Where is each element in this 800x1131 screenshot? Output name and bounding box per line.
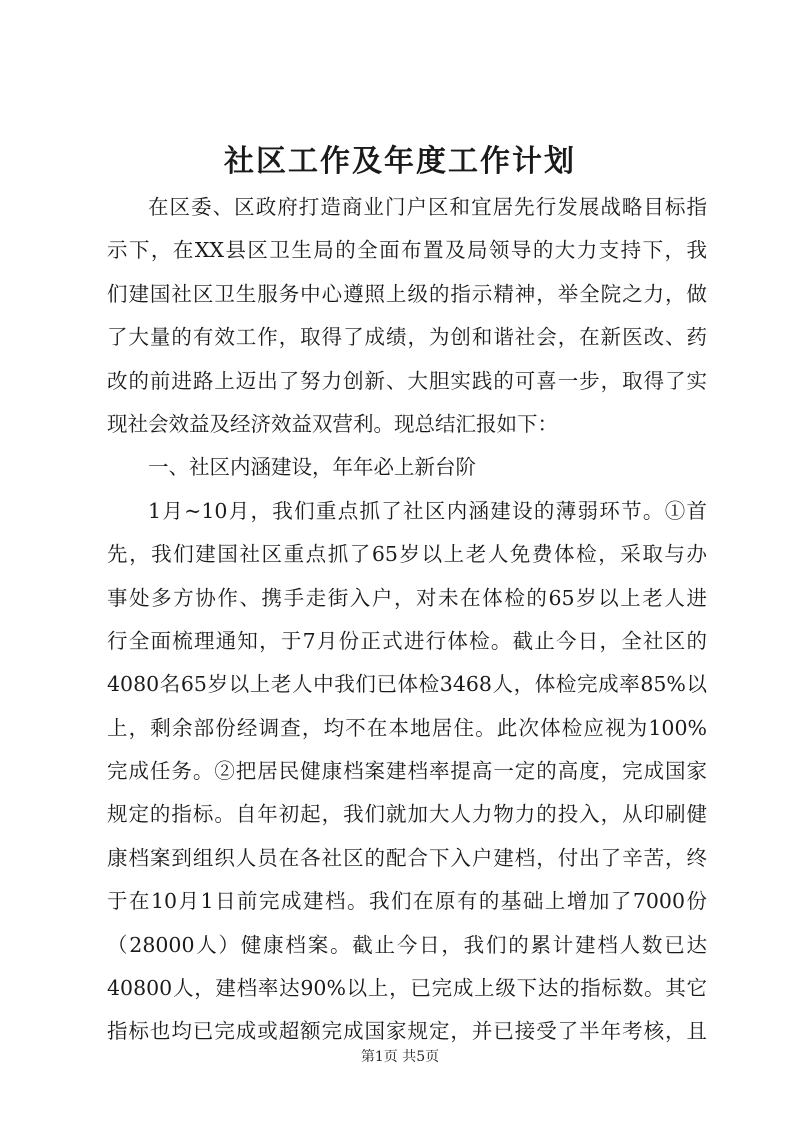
paragraph-line: 40800人，建档率达90%以上，已完成上级下达的指标数。其它	[107, 976, 707, 1001]
paragraph-line: 于在10月1日前完成建档。我们在原有的基础上增加了7000份	[107, 889, 707, 914]
paragraph-line: 康档案到组织人员在各社区的配合下入户建档，付出了辛苦，终	[107, 845, 707, 870]
paragraph-line: 1月~10月，我们重点抓了社区内涵建设的薄弱环节。①首	[148, 498, 707, 523]
document-body	[107, 186, 707, 1054]
paragraph-line: 行全面梳理通知，于7月份正式进行体检。截止今日，全社区的	[107, 628, 707, 653]
paragraph-line: 现社会效益及经济效益双营利。现总结汇报如下：	[107, 411, 558, 436]
paragraph-line: 先，我们建国社区重点抓了65岁以上老人免费体检，采取与办	[107, 542, 707, 567]
paragraph-line: 4080名65岁以上老人中我们已体检3468人，体检完成率85%以	[107, 672, 707, 697]
paragraph-line: 了大量的有效工作，取得了成绩，为创和谐社会，在新医改、药	[107, 325, 707, 350]
document-title: 社区工作及年度工作计划	[224, 144, 576, 179]
paragraph-line: 规定的指标。自年初起，我们就加大人力物力的投入，从印刷健	[107, 802, 707, 827]
paragraph-line: 改的前进路上迈出了努力创新、大胆实践的可喜一步，取得了实	[107, 368, 707, 393]
paragraph-line: 们建国社区卫生服务中心遵照上级的指示精神，举全院之力，做	[107, 281, 707, 306]
paragraph-line: 示下，在XX县区卫生局的全面布置及局领导的大力支持下，我	[107, 238, 707, 263]
paragraph-line: 事处多方协作、携手走街入户，对未在体检的65岁以上老人进	[107, 585, 707, 610]
page-footer: 第1页 共5页	[360, 1049, 440, 1065]
section-heading: 一、社区内涵建设，年年必上新台阶	[148, 455, 476, 480]
paragraph-line: 完成任务。②把居民健康档案建档率提高一定的高度，完成国家	[107, 759, 707, 784]
paragraph-line: 上，剩余部份经调查，均不在本地居住。此次体检应视为100%	[107, 715, 707, 740]
paragraph-line: （28000人）健康档案。截止今日，我们的累计建档人数已达	[107, 932, 707, 957]
paragraph-line: 在区委、区政府打造商业门户区和宜居先行发展战略目标指	[148, 195, 707, 219]
paragraph-line: 指标也均已完成或超额完成国家规定，并已接受了半年考核，且	[107, 1019, 707, 1044]
